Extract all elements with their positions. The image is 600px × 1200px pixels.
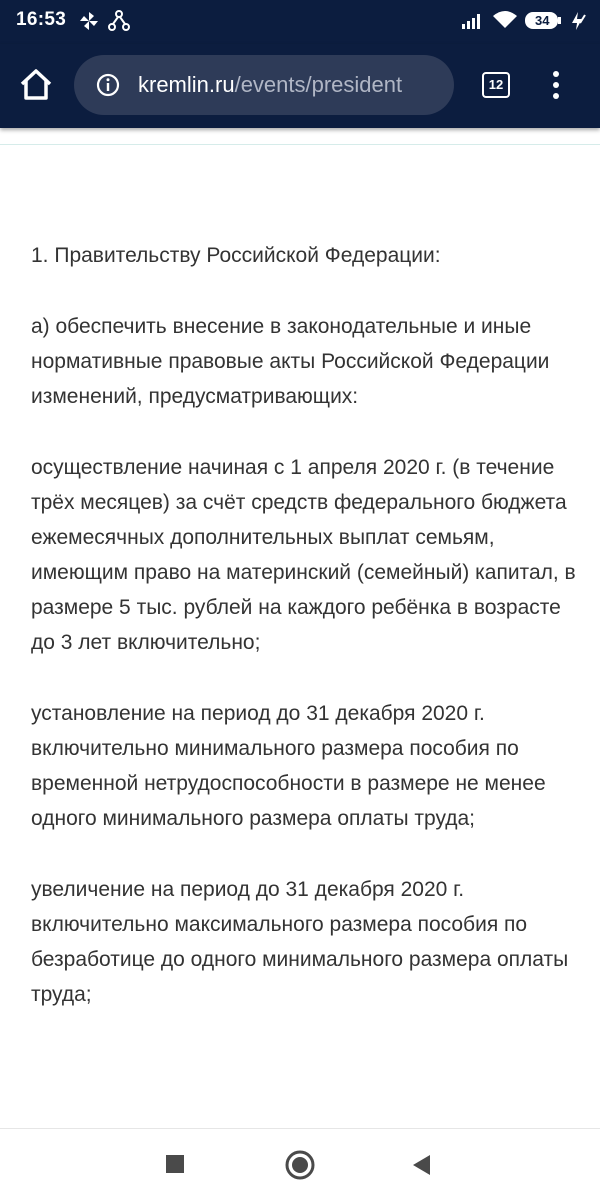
recents-square-icon[interactable] [165, 1154, 185, 1174]
status-right-icons [0, 10, 600, 34]
back-triangle-icon[interactable] [410, 1153, 434, 1177]
system-nav-bar [0, 1128, 600, 1200]
page-divider [0, 144, 600, 145]
home-icon[interactable] [18, 66, 54, 102]
more-vert-icon[interactable] [548, 70, 564, 102]
home-circle-icon[interactable] [284, 1149, 316, 1181]
paragraph: а) обеспечить внесение в законодательные и иные нормативные правовые акты Российской Федерации изменений, предусматривающих: [31, 315, 550, 408]
info-icon[interactable] [96, 73, 120, 97]
battery-level: 34 [535, 13, 550, 28]
paragraph: осуществление начиная с 1 апреля 2020 г. (в течение трёх месяцев) за счёт средств федерального бюджета ежемесячных дополнительных выплат семьям, имеющим право на материнский (семейный) капитал, в размере 5 тыс. рублей на каждого ребёнка в возрасте до 3 лет включительно; [31, 456, 576, 654]
paragraph: 1. Правительству Российской Федерации: [31, 244, 441, 267]
paragraph: установление на период до 31 декабря 2020 г. включительно минимального размера пособия по временной нетрудоспособности в размере не менее одного минимального размера оплаты труда; [31, 702, 546, 830]
signal-icon [461, 10, 485, 30]
url-domain: kremlin.ru [138, 72, 235, 97]
status-bar [0, 0, 600, 44]
url-bar[interactable] [74, 55, 454, 115]
article-content [31, 238, 576, 1048]
paragraph: увеличение на период до 31 декабря 2020 г. включительно максимального размера пособия по безработице до одного минимального размера оплаты труда; [31, 878, 569, 1006]
url-text[interactable] [138, 72, 442, 98]
status-time: 16:53 [16, 9, 67, 30]
browser-toolbar [0, 44, 600, 128]
charging-icon [568, 10, 588, 32]
wifi-icon [492, 10, 518, 30]
tab-switcher-button[interactable]: 12 [482, 72, 510, 98]
url-path: /events/president [234, 72, 403, 97]
